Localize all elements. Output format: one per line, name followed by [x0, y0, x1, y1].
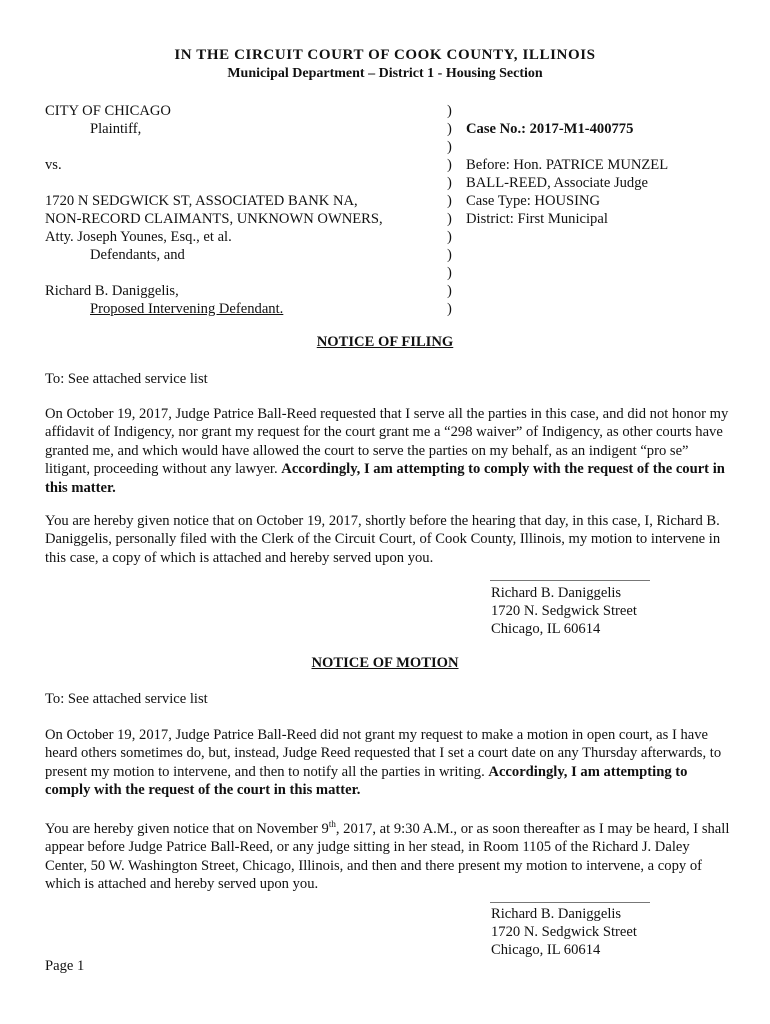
caption-paren: )	[447, 301, 452, 317]
judge-line-2: BALL-REED, Associate Judge	[466, 175, 648, 191]
caption-plaintiff-name: CITY OF CHICAGO	[45, 103, 171, 119]
caption-paren: )	[447, 211, 452, 227]
motion-to-line: To: See attached service list	[45, 691, 208, 707]
page-number: Page 1	[45, 958, 85, 974]
filing-paragraph-2: You are hereby given notice that on October 19, 2017, shortly before the hearing that day, in this case, I, Richard B. Daniggelis, personally filed with the Clerk of the Circuit Court, of Cook County, Illinois, my motion to intervene in this case, a copy of which is attached and hereby served upon you.	[45, 513, 721, 566]
caption-versus: vs.	[45, 157, 62, 173]
caption-paren: )	[447, 103, 452, 119]
caption-defendant-line-1: 1720 N SEDGWICK ST, ASSOCIATED BANK NA,	[45, 193, 358, 209]
caption-defendant-line-3: Atty. Joseph Younes, Esq., et al.	[45, 229, 232, 245]
district: District: First Municipal	[466, 211, 608, 227]
case-type: Case Type: HOUSING	[466, 193, 601, 209]
signature-line-1	[490, 580, 650, 581]
signature-2-street: 1720 N. Sedgwick Street	[491, 924, 637, 940]
caption-paren: )	[447, 157, 452, 173]
signature-1-street: 1720 N. Sedgwick Street	[491, 603, 637, 619]
signature-2-name: Richard B. Daniggelis	[491, 906, 622, 922]
caption-paren: )	[447, 139, 452, 155]
caption-paren: )	[447, 283, 452, 299]
judge-line-1: Before: Hon. PATRICE MUNZEL	[466, 157, 669, 173]
signature-line-2	[490, 902, 650, 903]
case-number: Case No.: 2017-M1-400775	[466, 121, 634, 137]
motion-paragraph-1: On October 19, 2017, Judge Patrice Ball-Reed did not grant my request to make a motion in open court, as I have heard others sometimes do, but, instead, Judge Reed requested that I set a court date on any Thursday afterwards, to present my motion to intervene, and then to notify all the parties in writing. Accordingly, I am attempting to comply with the request of the court in this matter.	[45, 727, 722, 799]
filing-to-line: To: See attached service list	[45, 371, 208, 387]
caption-paren: )	[447, 121, 452, 137]
caption-paren: )	[447, 229, 452, 245]
caption-paren: )	[447, 247, 452, 263]
filing-paragraph-1: On October 19, 2017, Judge Patrice Ball-Reed requested that I serve all the parties in this case, and did not honor my affidavit of Indigency, nor grant my request for the court grant me a “298 waiver” of Indigency, as other courts have granted me, and which would have allowed the court to serve the parties on my behalf, as an indigent “pro se” litigant, proceeding without any lawyer. Accordingly, I am attempting to comply with the request of the court in this matter.	[45, 406, 729, 496]
notice-of-filing-heading: NOTICE OF FILING	[316, 334, 454, 350]
notice-of-motion-heading: NOTICE OF MOTION	[311, 655, 459, 671]
caption-intervenor-role: Proposed Intervening Defendant.	[90, 301, 284, 317]
court-title: IN THE CIRCUIT COURT OF COOK COUNTY, ILLINOIS	[174, 47, 596, 63]
signature-1-name: Richard B. Daniggelis	[491, 585, 622, 601]
motion-paragraph-2: You are hereby given notice that on November 9th, 2017, at 9:30 A.M., or as soon thereafter as I may be heard, I shall appear before Judge Patrice Ball-Reed, or any judge sitting in her stead, in Room 1105 of the Richard J. Daley Center, 50 W. Washington Street, Chicago, Illinois, and then and there present my motion to intervene, a copy of which is attached and hereby served upon you.	[45, 819, 730, 893]
caption-paren: )	[447, 175, 452, 191]
caption-defendants-role: Defendants, and	[90, 247, 185, 263]
caption-defendant-line-2: NON-RECORD CLAIMANTS, UNKNOWN OWNERS,	[45, 211, 383, 227]
department-subtitle: Municipal Department – District 1 - Housing Section	[227, 66, 543, 81]
signature-2-city: Chicago, IL 60614	[491, 942, 601, 958]
signature-1-city: Chicago, IL 60614	[491, 621, 601, 637]
caption-paren: )	[447, 265, 452, 281]
caption-plaintiff-role: Plaintiff,	[90, 121, 142, 137]
caption-paren: )	[447, 193, 452, 209]
caption-intervenor-name: Richard B. Daniggelis,	[45, 283, 179, 299]
